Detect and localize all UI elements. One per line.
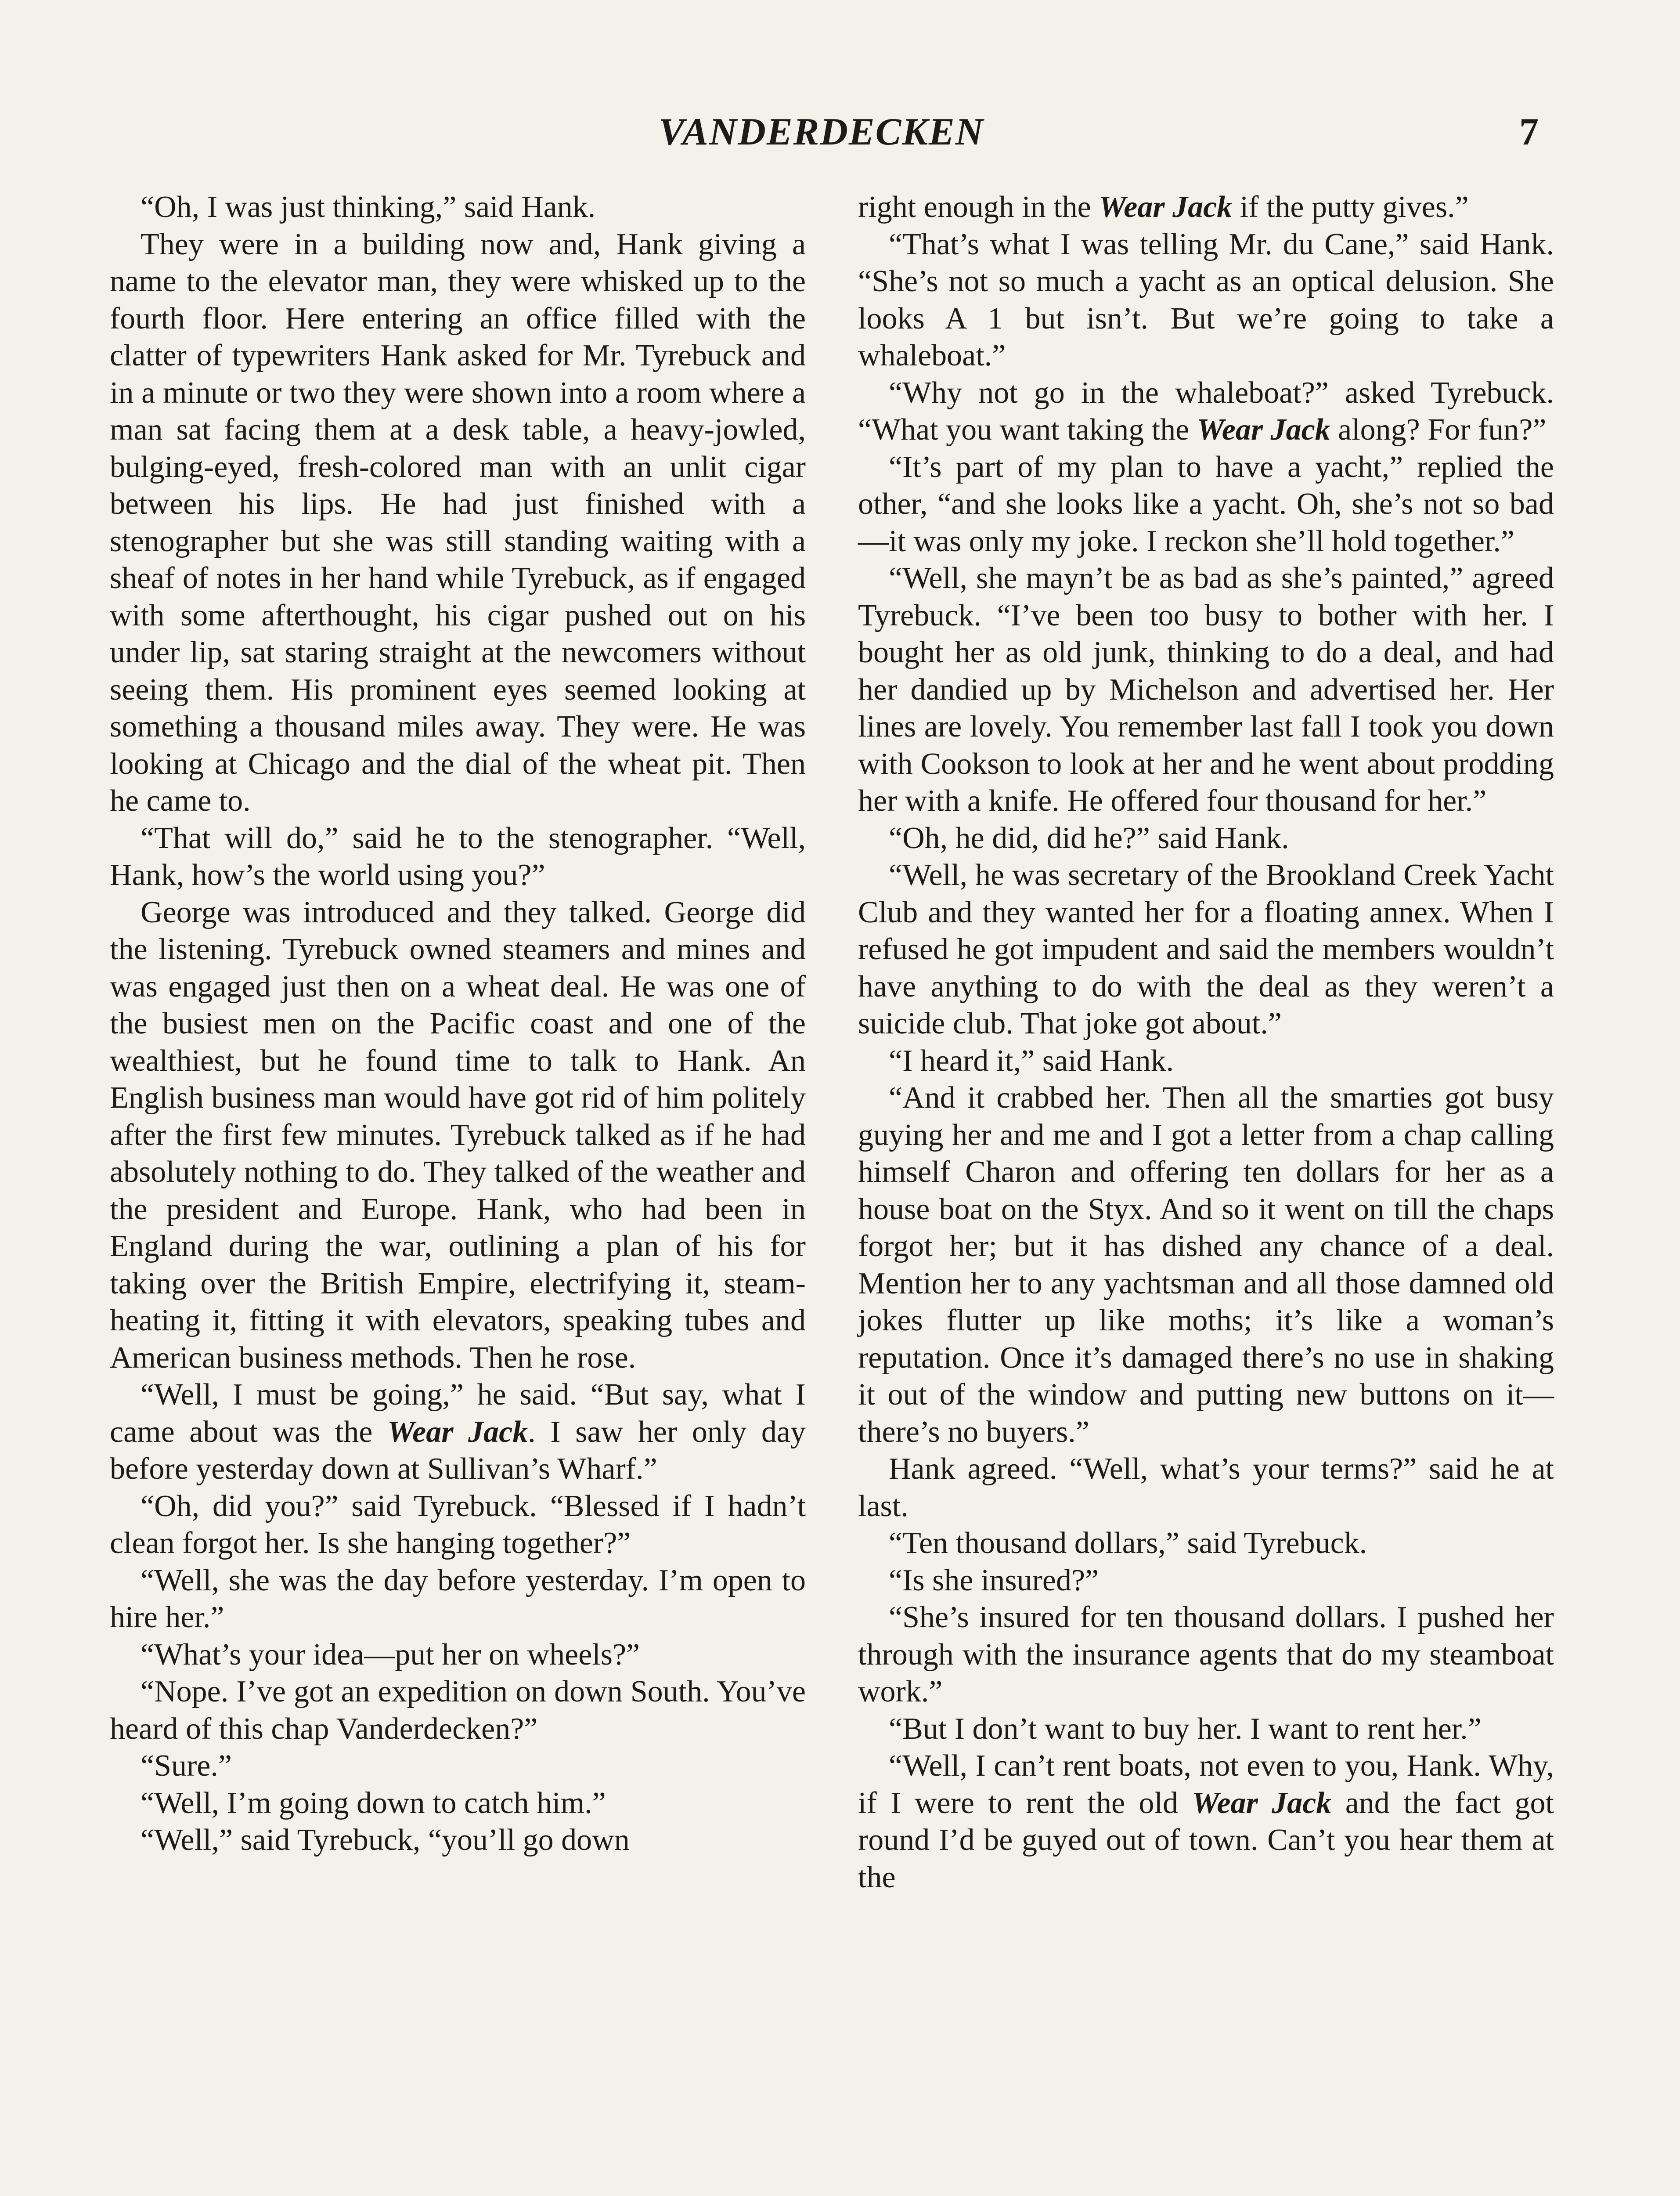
paragraph: “Ten thousand dollars,” said Tyrebuck. [889, 1526, 1367, 1560]
paragraph: “What’s your idea—put her on wheels?” [141, 1637, 640, 1672]
paragraph: “That will do,” said he to the stenographer. “Well, Hank, how’s the world using you?” [110, 821, 806, 892]
paragraph: “Well, he was secretary of the Brookland Creek Yacht Club and they wanted her for a floating annex. When I refused he got impudent and said the members wouldn’t have anything to do with the deal as they weren’t a suicide club. That joke got about.” [858, 858, 1554, 1040]
paragraph: George was introduced and they talked. George did the listening. Tyrebuck owned steamers and mines and was engaged just then on a wheat deal. He was one of the busiest men on the Pacific coast and one of the wealthiest, but he found time to talk to Hank. An English business man would have got rid of him politely after the first few minutes. Tyrebuck talked as if he had absolutely nothing to do. They talked of the weather and the president and Europe. Hank, who had been in England during the war, outlining a plan of his for taking over the British Empire, electrifying it, steam-heating it, fitting it with elevators, speaking tubes and American business methods. Then he rose. [110, 895, 806, 1375]
paragraph: “Well,” said Tyrebuck, “you’ll go down [141, 1823, 630, 1857]
paragraph: “Well, I can’t rent boats, not even to you, Hank. Why, if I were to rent the old Wear Jack and the fact got round I’d be guyed out of town. Can’t you hear them at the [858, 1749, 1554, 1894]
left-column [110, 189, 806, 1859]
paragraph: “Why not go in the whaleboat?” asked Tyrebuck. “What you want taking the Wear Jack along? For fun?” [858, 376, 1554, 447]
paragraph: “That’s what I was telling Mr. du Cane,” said Hank. “She’s not so much a yacht as an optical delusion. She looks A 1 but isn’t. But we’re going to take a whaleboat.” [858, 227, 1554, 372]
paragraph: They were in a building now and, Hank giving a name to the elevator man, they were whisked up to the fourth floor. Here entering an office filled with the clatter of typewriters Hank asked for Mr. Tyrebuck and in a minute or two they were shown into a room where a man sat facing them at a desk table, a heavy-jowled, bulging-eyed, fresh-colored man with an unlit cigar between his lips. He had just finished with a stenographer but she was still standing waiting with a sheaf of notes in her hand while Tyrebuck, as if engaged with some afterthought, his cigar pushed out on his under lip, sat staring straight at the newcomers without seeing them. His prominent eyes seemed looking at something a thousand miles away. They were. He was looking at Chicago and the dial of the wheat pit. Then he came to. [110, 227, 806, 818]
paragraph: “Nope. I’ve got an expedition on down South. You’ve heard of this chap Vanderdecken?” [110, 1675, 806, 1746]
paragraph: “It’s part of my plan to have a yacht,” replied the other, “and she looks like a yacht. Oh, she’s not so bad—it was only my joke. I reckon she’ll hold together.” [858, 450, 1554, 558]
paragraph: “Sure.” [141, 1749, 232, 1783]
paragraph: “Oh, I was just thinking,” said Hank. [141, 190, 596, 224]
right-column [858, 189, 1554, 1896]
paragraph: “Well, she mayn’t be as bad as she’s painted,” agreed Tyrebuck. “I’ve been too busy to bother with her. I bought her as old junk, thinking to do a deal, and had her dandied up by Michelson and advertised her. Her lines are lovely. You remember last fall I took you down with Cookson to look at her and he went about prodding her with a knife. He offered four thousand for her.” [858, 561, 1554, 818]
paragraph: “She’s insured for ten thousand dollars. I pushed her through with the insurance agents that do my steamboat work.” [858, 1600, 1554, 1708]
paragraph: “But I don’t want to buy her. I want to rent her.” [889, 1712, 1482, 1746]
paragraph: “Well, I’m going down to catch him.” [141, 1786, 606, 1820]
paragraph: “Well, I must be going,” he said. “But say, what I came about was the Wear Jack. I saw her only day before yesterday down at Sullivan’s Wharf.” [110, 1378, 806, 1486]
page-number: 7 [1519, 111, 1539, 153]
paragraph: “And it crabbed her. Then all the smarties got busy guying her and me and I got a letter from a chap calling himself Charon and offering ten dollars for her as a house boat on the Styx. And so it went on till the chaps forgot her; but it has dished any chance of a deal. Mention her to any yachtsman and all those damned old jokes flutter up like moths; it’s like a woman’s reputation. Once it’s damaged there’s no use in shaking it out of the window and putting new buttons on it—there’s no buyers.” [858, 1081, 1554, 1449]
paragraph: “Is she insured?” [889, 1563, 1099, 1597]
paragraph: “Oh, he did, did he?” said Hank. [889, 821, 1289, 855]
paragraph: “I heard it,” said Hank. [889, 1044, 1174, 1078]
paragraph: “Well, she was the day before yesterday. I’m open to hire her.” [110, 1563, 806, 1634]
paragraph: “Oh, did you?” said Tyrebuck. “Blessed if I hadn’t clean forgot her. Is she hanging together?” [110, 1489, 806, 1560]
paragraph: right enough in the Wear Jack if the putty gives.” [858, 190, 1469, 224]
running-head: VANDERDECKEN [659, 111, 984, 153]
paragraph: Hank agreed. “Well, what’s your terms?” said he at last. [858, 1452, 1554, 1523]
